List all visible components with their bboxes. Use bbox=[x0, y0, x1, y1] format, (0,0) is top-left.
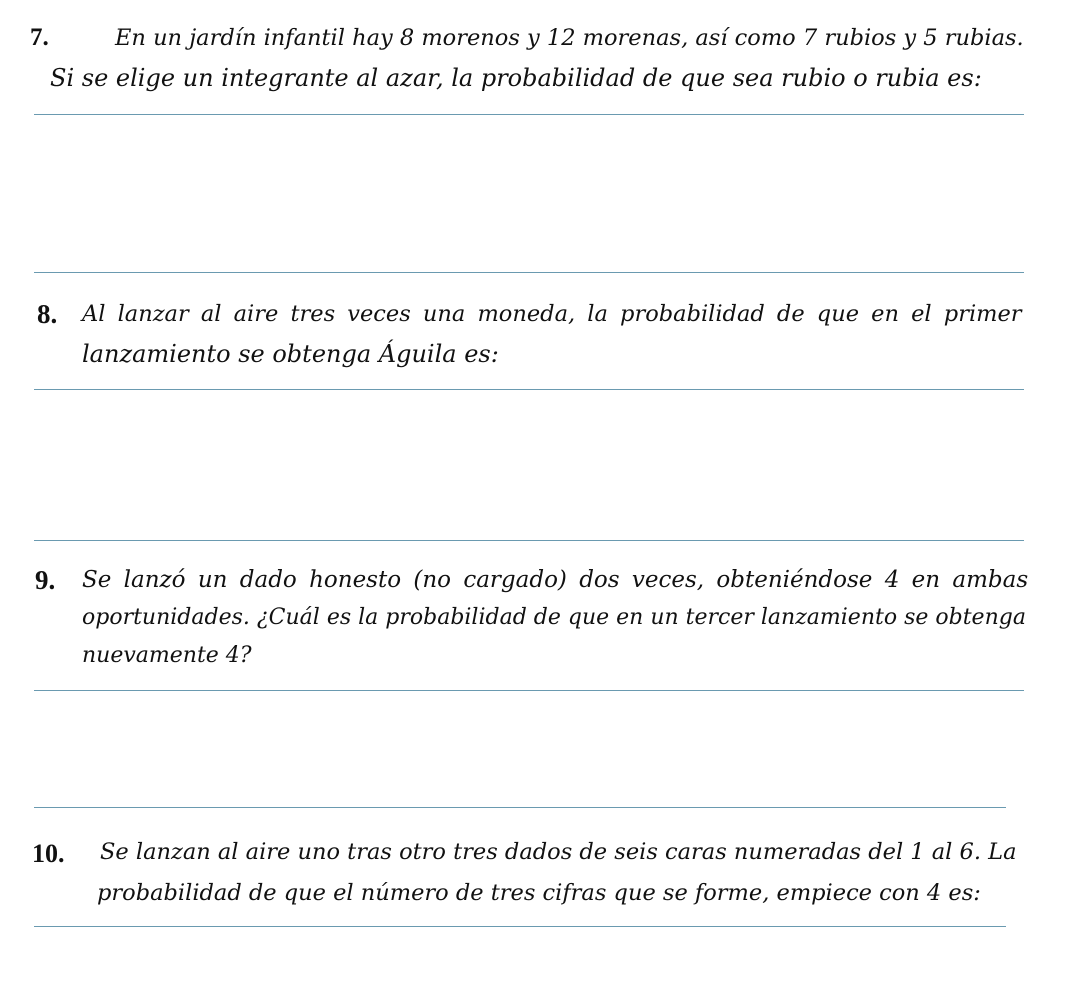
question-text-line: En un jardín infantil hay 8 morenos y 12 morenas, así como 7 rubios y 5 rubias. bbox=[115, 25, 1024, 51]
question-number: 9. bbox=[35, 565, 56, 595]
answer-line bbox=[34, 540, 1024, 541]
answer-line bbox=[34, 389, 1024, 390]
question-number: 8. bbox=[37, 299, 58, 329]
answer-line bbox=[34, 272, 1024, 273]
question-text-line: probabilidad de que el número de tres cifras que se forme, empiece con 4 es: bbox=[97, 880, 981, 906]
question-text-line: Se lanzó un dado honesto (no cargado) dos veces, obteniéndose 4 en ambas bbox=[82, 567, 1029, 593]
question-text-line: Si se elige un integrante al azar, la probabilidad de que sea rubio o rubia es: bbox=[50, 64, 982, 92]
question-text-line: nuevamente 4? bbox=[82, 643, 252, 668]
answer-line bbox=[34, 807, 1006, 808]
question-text-line: Se lanzan al aire uno tras otro tres dados de seis caras numeradas del 1 al 6. La bbox=[100, 839, 1017, 865]
answer-line bbox=[34, 926, 1006, 927]
question-number: 7. bbox=[30, 24, 49, 51]
answer-line bbox=[34, 114, 1024, 115]
answer-line bbox=[34, 690, 1024, 691]
question-number: 10. bbox=[32, 839, 65, 868]
question-text-line: oportunidades. ¿Cuál es la probabilidad de que en un tercer lanzamiento se obtenga bbox=[82, 605, 1026, 630]
question-text-line: Al lanzar al aire tres veces una moneda, la probabilidad de que en el primer bbox=[82, 301, 1022, 327]
question-text-line: lanzamiento se obtenga Águila es: bbox=[82, 340, 499, 368]
